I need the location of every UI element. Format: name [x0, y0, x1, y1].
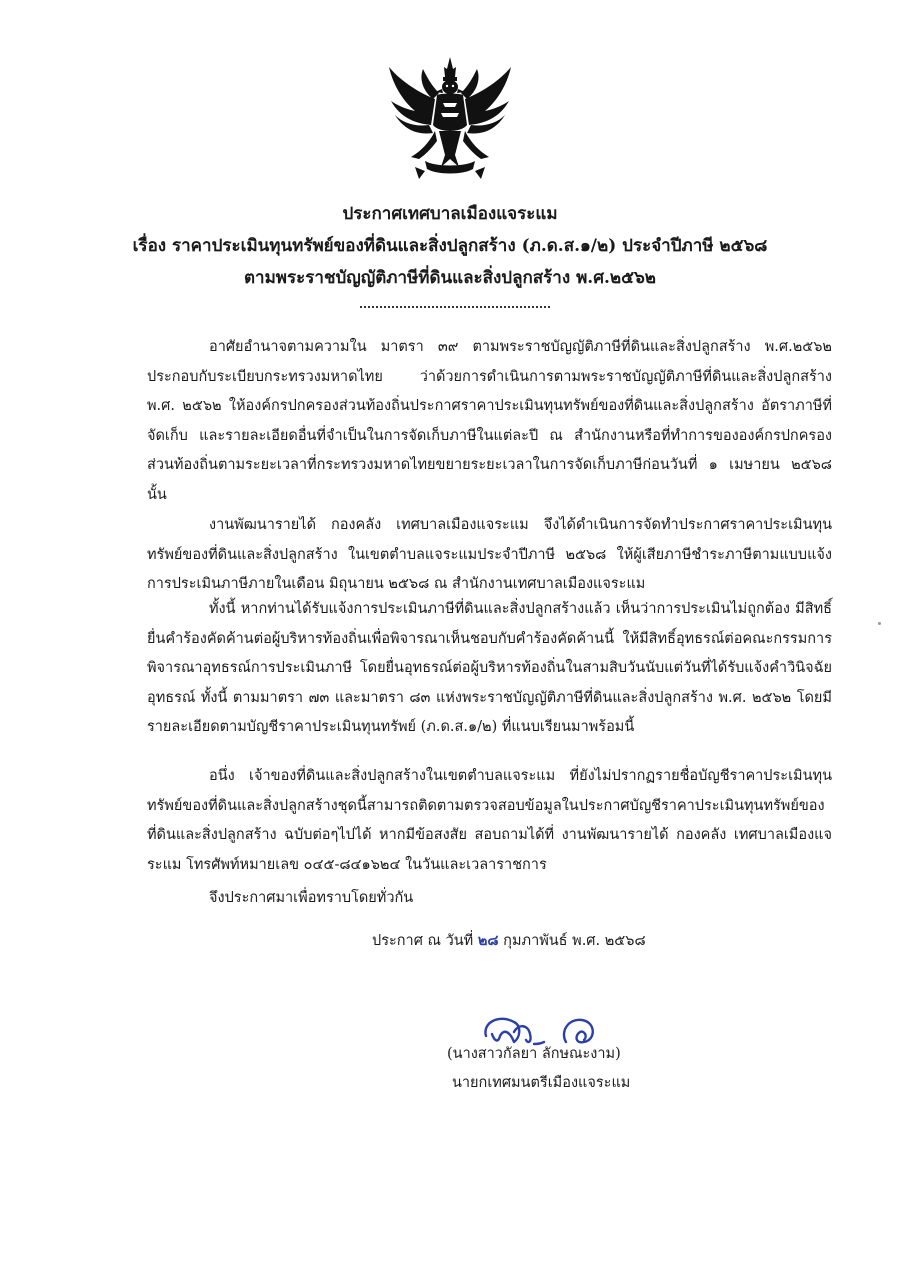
law-reference: ตามพระราชบัญญัติภาษีที่ดินและสิ่งปลูกสร้าง พ.ศ.๒๕๖๒	[244, 268, 656, 288]
page-title: ประกาศเทศบาลเมืองแจระแม	[342, 204, 558, 224]
subject-line: เรื่อง ราคาประเมินทุนทรัพย์ของที่ดินและสิ่งปลูกสร้าง (ภ.ด.ส.๑/๒) ประจำปีภาษี ๒๕๖๘	[132, 236, 768, 256]
body-paragraph-authority: อาศัยอำนาจตามความใน มาตรา ๓๙ ตามพระราชบัญญัติภาษีที่ดินและสิ่งปลูกสร้าง พ.ศ.๒๕๖๒ ประกอบกับระเบียบกระทรวงมหาดไทย ว่าด้วยการดำเนินการตามพระราชบัญญัติภาษีที่ดินและสิ่งปลูกสร้าง พ.ศ. ๒๕๖๒ ให้องค์กรปกครองส่วนท้องถิ่นประกาศราคาประเมินทุนทรัพย์ของที่ดินและสิ่งปลูกสร้าง อัตราภาษีที่จัดเก็บ และรายละเอียดอื่นที่จำเป็นในการจัดเก็บภาษีในแต่ละปี ณ สำนักงานหรือที่ทำการขององค์กรปกครองส่วนท้องถิ่นตามระยะเวลาที่กระทรวงมหาดไทยขยายระยะเวลาในการจัดเก็บภาษีก่อนวันที่ ๑ เมษายน ๒๕๖๘ นั้น	[147, 339, 832, 503]
body-paragraph-revenue: งานพัฒนารายได้ กองคลัง เทศบาลเมืองแจระแม จึงได้ดำเนินการจัดทำประกาศราคาประเมินทุนทรัพย์ของที่ดินและสิ่งปลูกสร้าง ในเขตตำบลแจระแมประจำปีภาษี ๒๕๖๘ ให้ผู้เสียภาษีชำระภาษีตามแบบแจ้งการประเมินภาษีภายในเดือน มิถุนายน ๒๕๖๘ ณ สำนักงานเทศบาลเมืองแจระแม	[147, 517, 832, 592]
signer-position: นายกเทศมนตรีเมืองแจระแม	[452, 1075, 631, 1091]
announcement-date	[372, 929, 646, 952]
garuda-emblem-icon	[385, 55, 515, 183]
body-paragraph-note: อนึ่ง เจ้าของที่ดินและสิ่งปลูกสร้างในเขตตำบลแจระแม ที่ยังไม่ปรากฏรายชื่อบัญชีราคาประเมินทุนทรัพย์ของที่ดินและสิ่งปลูกสร้างชุดนี้สามารถติดตามตรวจสอบข้อมูลในประกาศบัญชีราคาประเมินทุนทรัพย์ของที่ดินและสิ่งปลูกสร้าง ฉบับต่อๆไปได้ หากมีข้อสงสัย สอบถามได้ที่ งานพัฒนารายได้ กองคลัง เทศบาลเมืองแจระแม โทรศัพท์หมายเลข ๐๔๕-๘๔๑๖๒๔ ในวันและเวลาราชการ	[147, 768, 832, 873]
announcement-prefix: ประกาศ ณ วันที่	[372, 933, 474, 949]
scan-speck	[878, 622, 881, 625]
body-paragraph-appeal: ทั้งนี้ หากท่านได้รับแจ้งการประเมินภาษีที่ดินและสิ่งปลูกสร้างแล้ว เห็นว่าการประเมินไม่ถูกต้อง มีสิทธิ์ยื่นคำร้องคัดค้านต่อผู้บริหารท้องถิ่นเพื่อพิจารณาเห็นชอบกับคำร้องคัดค้านนี้ ให้มีสิทธิ์อุทธรณ์ต่อคณะกรรมการพิจารณาอุทธรณ์การประเมินภาษี โดยยื่นอุทธรณ์ต่อผู้บริหารท้องถิ่นในสามสิบวันนับแต่วันที่ได้รับแจ้งคำวินิจฉัยอุทธรณ์ ทั้งนี้ ตามมาตรา ๗๓ และมาตรา ๘๓ แห่งพระราชบัญญัติภาษีที่ดินและสิ่งปลูกสร้าง พ.ศ. ๒๕๖๒ โดยมีรายละเอียดตามบัญชีราคาประเมินทุนทรัพย์ (ภ.ด.ส.๑/๒) ที่แนบเรียนมาพร้อมนี้	[147, 601, 832, 735]
body-paragraph-closing: จึงประกาศมาเพื่อทราบโดยทั่วกัน	[209, 890, 414, 906]
signer-name: (นางสาวกัลยา ลักษณะงาม)	[447, 1046, 621, 1062]
dotted-divider	[360, 306, 550, 308]
announcement-suffix: กุมภาพันธ์ พ.ศ. ๒๕๖๘	[503, 933, 646, 949]
announcement-day: ๒๘	[477, 932, 499, 949]
